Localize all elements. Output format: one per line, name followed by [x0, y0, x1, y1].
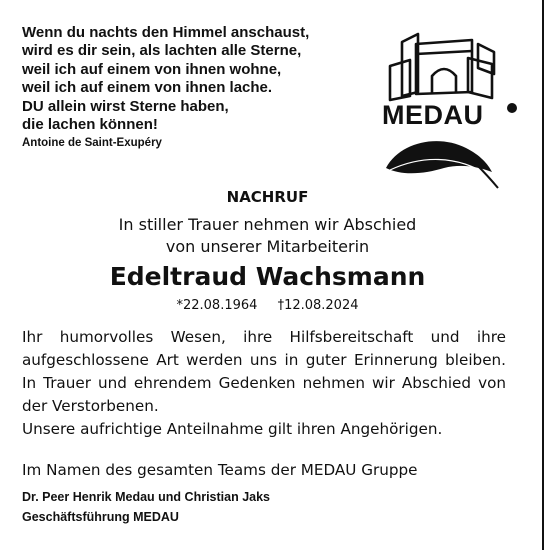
intro-line: In stiller Trauer nehmen wir Abschied — [118, 215, 417, 234]
deceased-name: Edeltraud Wachsmann — [109, 262, 426, 291]
signer-names: Dr. Peer Henrik Medau und Christian Jaks — [22, 490, 270, 504]
quote-line: DU allein wirst Sterne haben, — [22, 97, 229, 115]
quote-line: weil ich auf einem von ihnen wohne, — [22, 60, 282, 78]
feather-icon — [386, 141, 498, 188]
quote-block — [22, 24, 362, 151]
building-icon — [390, 34, 494, 100]
signature-block — [22, 487, 270, 527]
closing-line: Im Namen des gesamten Teams der MEDAU Gruppe — [22, 461, 418, 479]
condolence-line: Unsere aufrichtige Anteilnahme gilt ihren Angehörigen. — [22, 420, 443, 438]
life-dates — [0, 298, 535, 313]
obituary-heading: NACHRUF — [226, 188, 309, 206]
quote-line: Wenn du nachts den Himmel anschaust, — [22, 24, 310, 41]
intro-line: von unserer Mitarbeiterin — [165, 237, 370, 256]
quote-line: weil ich auf einem von ihnen lache. — [22, 79, 273, 97]
obituary-body — [22, 326, 506, 441]
quote-line: die lachen können! — [22, 116, 158, 134]
registered-mark — [507, 103, 517, 113]
quote-author: Antoine de Saint-Exupéry — [22, 137, 162, 150]
intro-text — [0, 214, 535, 258]
quote-line: wird es dir sein, als lachten alle Sterne, — [22, 42, 302, 60]
body-paragraph: Ihr humorvolles Wesen, ihre Hilfsbereitschaft und ihre aufgeschlossene Art werden uns in guter Erinnerung bleiben. In Trauer und ehrendem Gedenken nehmen wir Abschied von der Verstorbenen. — [22, 328, 506, 415]
medau-wordmark: MEDAU — [382, 100, 484, 130]
death-date: †12.08.2024 — [277, 298, 359, 313]
signer-role: Geschäftsführung MEDAU — [22, 510, 179, 524]
right-border-line — [542, 0, 544, 550]
birth-date: *22.08.1964 — [176, 298, 258, 313]
